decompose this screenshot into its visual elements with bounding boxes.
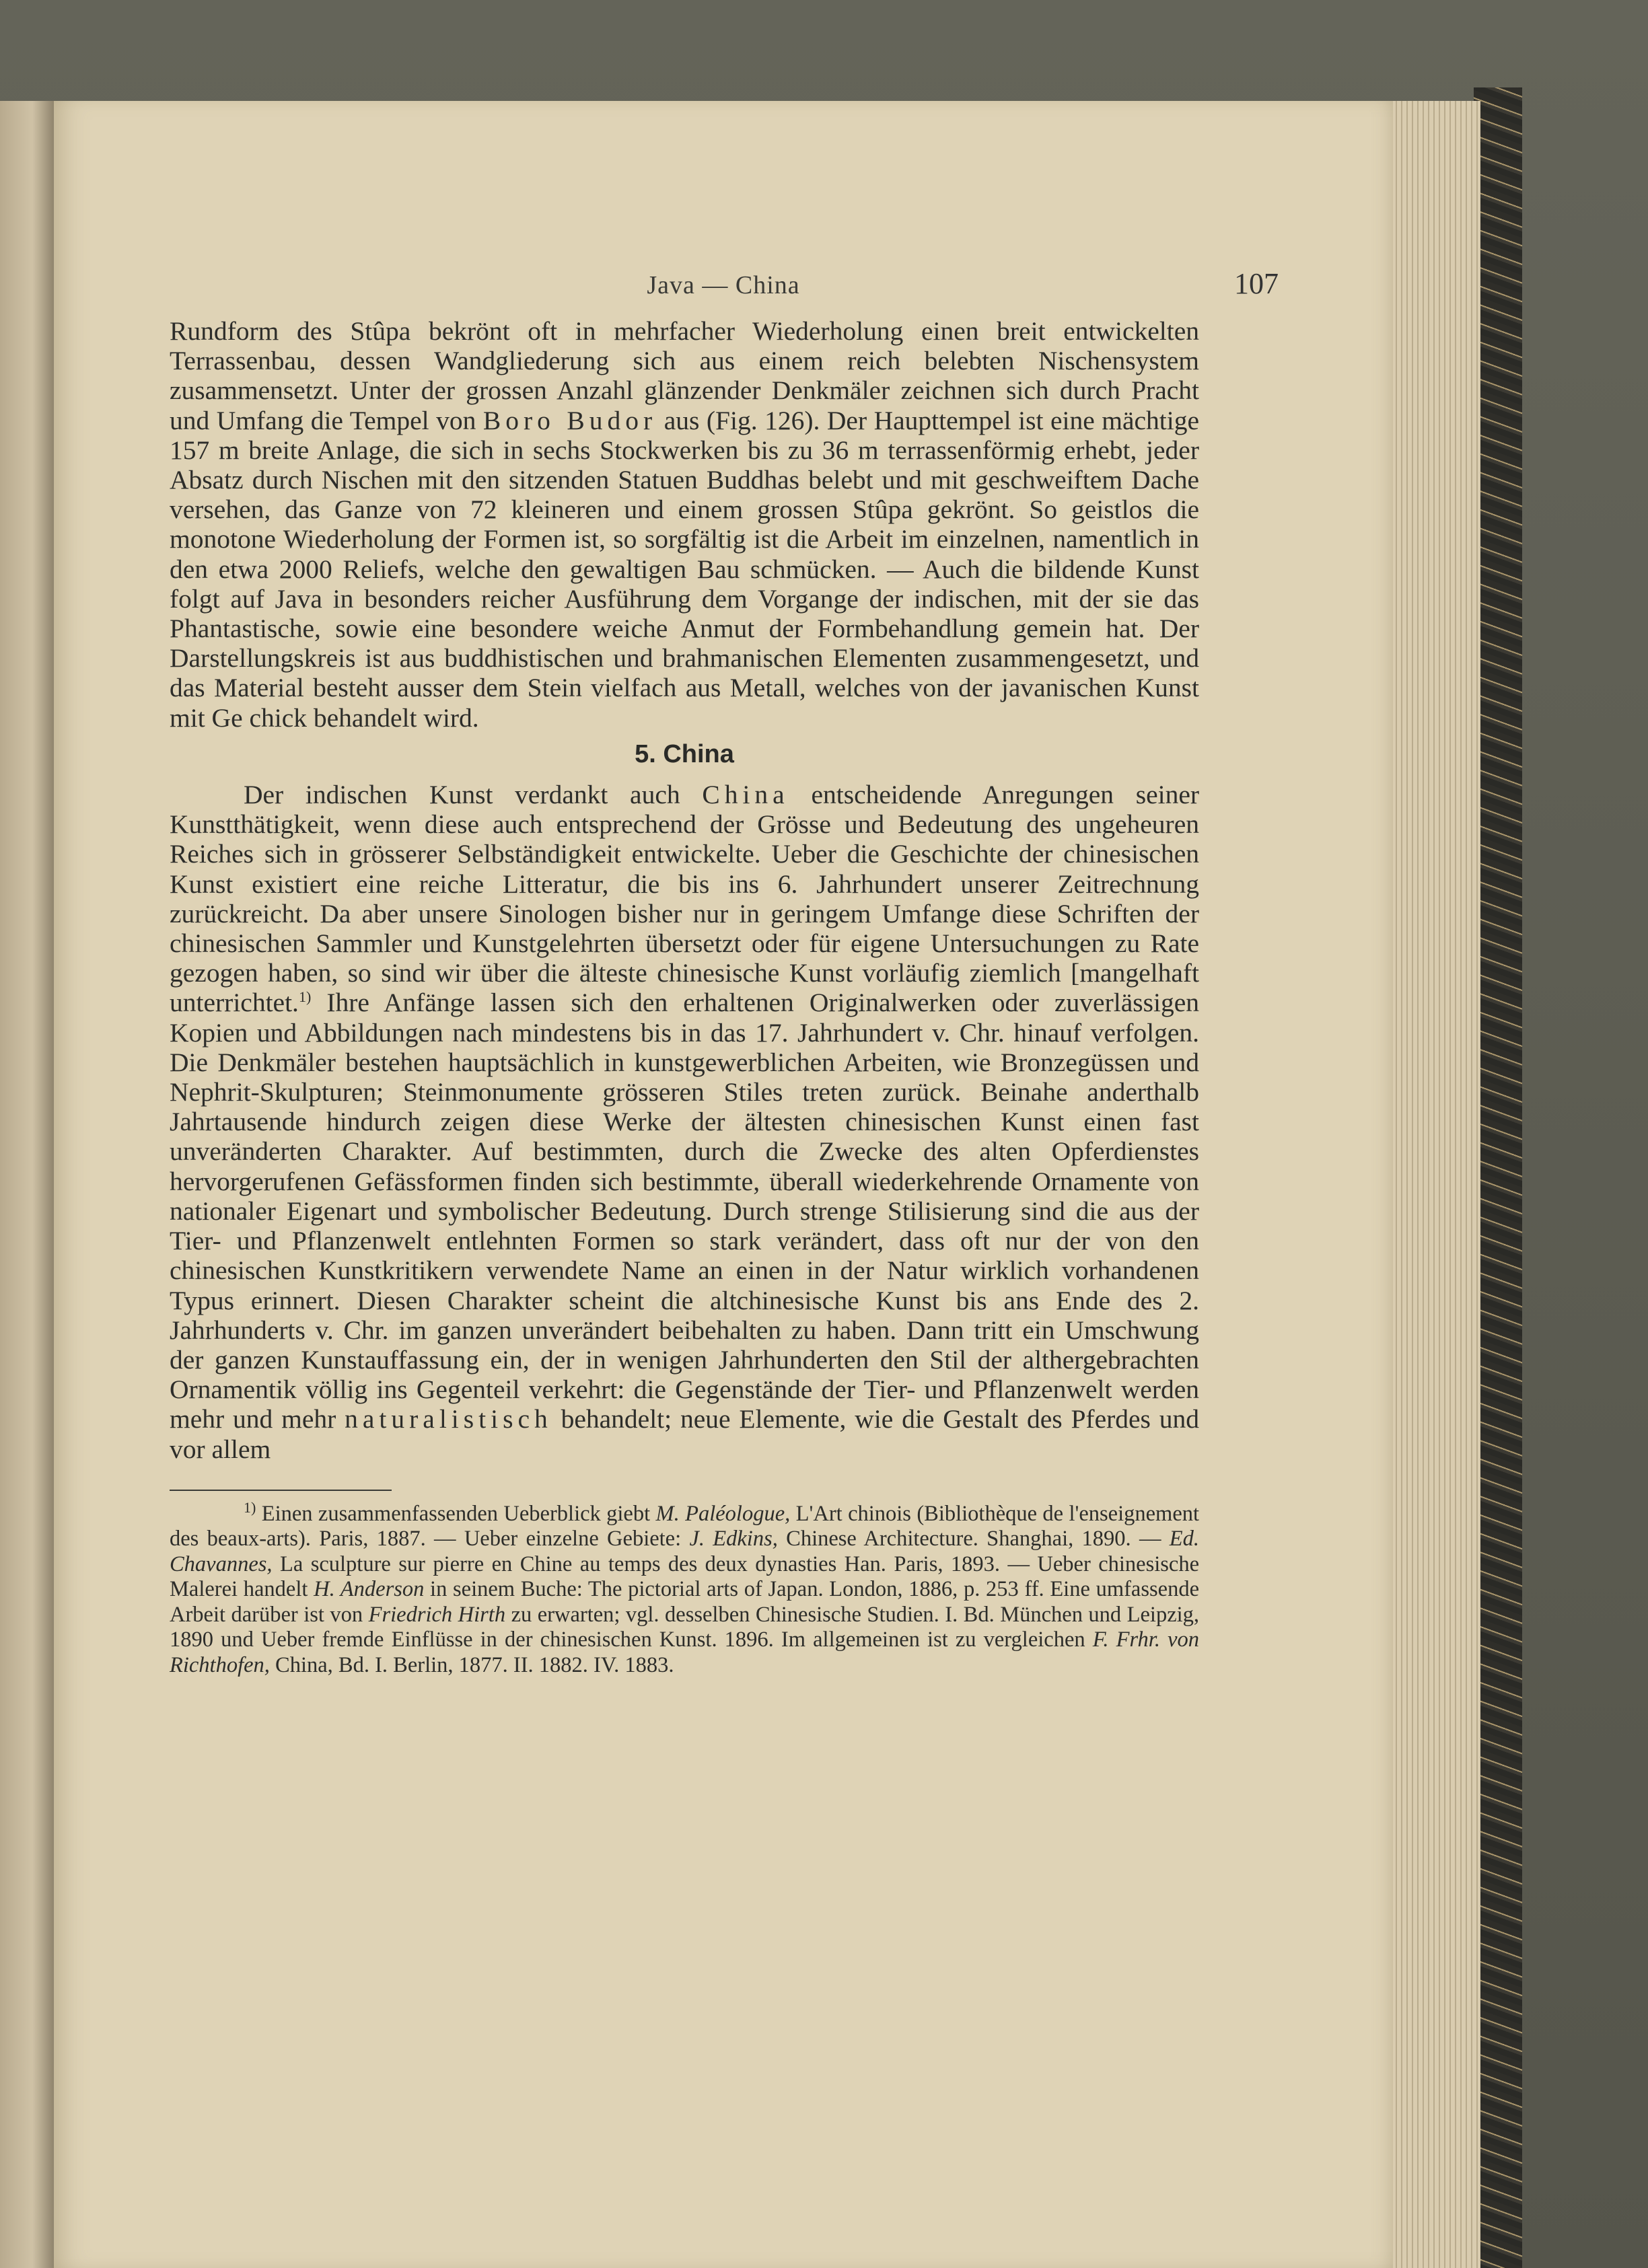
footnote-divider xyxy=(170,1490,392,1491)
text-run: in seinem Buche: The pictorial arts of Japan. London, 1886, p. 253 ff. Eine umfassende Arbeit darüber ist von xyxy=(170,1577,1199,1627)
left-page-edge xyxy=(0,101,54,2268)
emphasis-china: China xyxy=(702,780,789,810)
footnote xyxy=(170,1498,1200,1679)
page-header xyxy=(168,267,1279,311)
page-number: 107 xyxy=(1234,267,1279,300)
text-run: Chinese Architecture. Shanghai, 1890. — xyxy=(786,1527,1161,1551)
author-name: Ed. Chavannes, xyxy=(170,1527,1199,1576)
footnote-text xyxy=(170,1498,1200,1679)
page-stack-edges xyxy=(1386,101,1480,2268)
author-name: M. Paléologue, xyxy=(655,1501,791,1526)
paragraph-china xyxy=(170,780,1199,1464)
section-heading: 5. China xyxy=(635,739,734,768)
author-name: Friedrich Hirth xyxy=(368,1602,506,1627)
emphasis-naturalistisch: naturalistisch xyxy=(345,1404,552,1434)
footnote-mark: 1) xyxy=(244,1498,256,1516)
author-name: J. Edkins, xyxy=(689,1527,778,1551)
author-name: H. Anderson xyxy=(314,1577,425,1602)
main-text xyxy=(170,316,1199,1678)
text-run: La sculpture sur pierre en Chine au temps des deux dynasties Han. Paris, 1893. — Ueber chinesische Malerei handelt xyxy=(170,1551,1200,1602)
text-run: Rundform des Stûpa bekrönt oft in mehrfacher Wiederholung einen breit entwickelten Terrassenbau, dessen Wandgliederung sich aus einem reich belebten Nischensystem zusammensetzt. Unter der grossen Anzahl glänzender Denkmäler zeichnen sich durch Pracht und Umfang die Tempel von xyxy=(170,316,1199,435)
text-run: zu erwarten; vgl. desselben Chinesische Studien. I. Bd. München und Leipzig, 1890 und Ueber fremde Einflüsse in der chinesischen Kunst. 1896. Im allgemeinen ist zu vergleichen xyxy=(170,1602,1200,1652)
author-name: F. Frhr. von Richthofen, xyxy=(170,1627,1200,1677)
paragraph-java xyxy=(170,316,1199,733)
text-run: Einen zusammenfassenden Ueberblick giebt xyxy=(261,1501,651,1526)
text-run: entscheidende Anregungen seiner Kunstthätigkeit, wenn diese auch entsprechend der Grösse und Bedeutung des ungeheuren Reiches sich in grösserer Selbständigkeit entwickelte. Ueber die Geschichte der chinesischen Kunst existiert eine reiche Litteratur, die bis ins 6. Jahrhundert unserer Zeitrechnung zurückreicht. Da aber unsere Sinologen bisher nur in geringem Umfange diese Schriften der chinesischen Sammler und Kunstgelehrten übersetzt oder für eigene Untersuchungen zu Rate gezogen haben, so sind wir über die älteste chinesische Kunst vorläufig ziemlich [mangelhaft unterrichtet. xyxy=(170,780,1200,1018)
book-cover-edge xyxy=(1474,87,1522,2268)
running-head: Java — China xyxy=(647,271,800,299)
place-name: Boro Budor xyxy=(482,405,657,435)
text-run: L'Art chinois (Bibliothèque de l'enseignement des beaux-arts). Paris, 1887. — Ueber einzelne Gebiete: xyxy=(170,1501,1200,1551)
book-page xyxy=(54,101,1393,2268)
text-run: aus (Fig. 126). Der Haupttempel ist eine mächtige 157 m breite Anlage, die sich in sechs Stockwerken bis zu 36 m terrassenförmig erhebt, jeder Absatz durch Nischen mit den sitzenden Statuen Buddhas belebt und mit geschweiftem Dache versehen, das Ganze von 72 kleineren und einem grossen Stûpa gekrönt. So geistlos die monotone Wiederholung der Formen ist, so sorgfältig ist die Arbeit im einzelnen, namentlich in den etwa 2000 Reliefs, welche den gewaltigen Bau schmücken. — Auch die bildende Kunst folgt auf Java in besonders reicher Ausführung dem Vorgange der indischen, mit der sie das Phantastische, sowie eine besondere weiche Anmut der Formbehandlung gemein hat. Der Darstellungskreis ist aus buddhistischen und brahmanischen Elementen zusammengesetzt, und das Material besteht ausser dem Stein vielfach aus Metall, welches von der javanischen Kunst mit Ge chick behandelt wird. xyxy=(170,405,1200,733)
text-run: China, Bd. I. Berlin, 1877. II. 1882. IV. 1883. xyxy=(275,1652,674,1677)
footnote-reference: 1) xyxy=(298,988,312,1006)
text-run: Ihre Anfänge lassen sich den erhaltenen Originalwerken oder zuverlässigen Kopien und Abbildungen nach mindestens bis in das 17. Jahrhundert v. Chr. hinauf verfolgen. Die Denkmäler bestehen hauptsächlich in kunstgewerblichen Arbeiten, wie Bronzegüssen und Nephrit-Skulpturen; Steinmonumente grösseren Stiles treten zurück. Beinahe anderthalb Jahrtausende hindurch zeigen diese Werke der ältesten chinesischen Kunst einen fast unveränderten Charakter. Auf bestimmten, durch die Zwecke des alten Opferdienstes hervorgerufenen Gefässformen finden sich bestimmte, überall wiederkehrende Ornamente von nationaler Eigenart und symbolischer Bedeutung. Durch strenge Stilisierung sind die aus der Tier- und Pflanzenwelt entlehnten Formen so stark verändert, dass oft nur der von den chinesischen Kunstkritikern verwendete Name an einen in der Natur wirklich vorhandenen Typus erinnert. Diesen Charakter scheint die altchinesische Kunst bis ans Ende des 2. Jahrhunderts v. Chr. im ganzen unverändert beibehalten zu haben. Dann tritt ein Umschwung der ganzen Kunstauffassung ein, der in wenigen Jahrhunderten den Stil der althergebrachten Ornamentik völlig ins Gegenteil verkehrt: die Gegenstände der Tier- und Pflanzenwelt werden mehr und mehr xyxy=(170,988,1199,1434)
text-run: behandelt; neue Elemente, wie die Gestalt des Pferdes und vor allem xyxy=(170,1404,1200,1464)
text-run: Der indischen Kunst verdankt auch xyxy=(244,780,680,810)
